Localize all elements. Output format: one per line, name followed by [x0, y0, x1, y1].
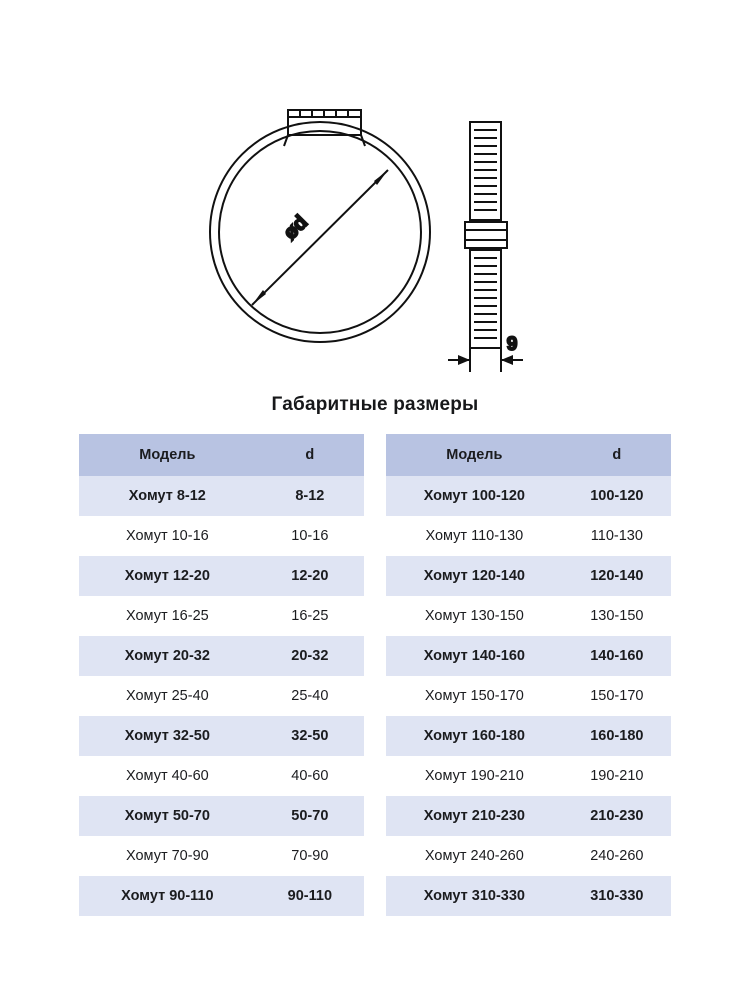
cell-model: Хомут 16-25	[79, 596, 256, 636]
cell-d: 32-50	[256, 716, 364, 756]
cell-model: Хомут 90-110	[79, 876, 256, 916]
cell-d: 10-16	[256, 516, 364, 556]
cell-model: Хомут 120-140	[386, 556, 563, 596]
table-row	[79, 636, 364, 676]
cell-model: Хомут 32-50	[79, 716, 256, 756]
cell-d: 8-12	[256, 476, 364, 516]
table-header-row	[79, 434, 364, 476]
table-row	[79, 516, 364, 556]
cell-model: Хомут 100-120	[386, 476, 563, 516]
table-row	[386, 876, 671, 916]
cell-d: 50-70	[256, 796, 364, 836]
column-header-d: d	[563, 434, 671, 476]
table-row	[79, 796, 364, 836]
table-row	[79, 596, 364, 636]
table-row	[386, 716, 671, 756]
table-row	[386, 556, 671, 596]
table-row	[79, 716, 364, 756]
diameter-dimension	[252, 170, 388, 305]
spec-table-left	[79, 434, 364, 916]
cell-model: Хомут 12-20	[79, 556, 256, 596]
column-header-model: Модель	[79, 434, 256, 476]
diameter-label: ød	[279, 211, 313, 245]
table-row	[79, 876, 364, 916]
table-row	[386, 516, 671, 556]
cell-model: Хомут 50-70	[79, 796, 256, 836]
column-header-d: d	[256, 434, 364, 476]
cell-model: Хомут 20-32	[79, 636, 256, 676]
table-row	[79, 676, 364, 716]
cell-d: 20-32	[256, 636, 364, 676]
page-title: Габаритные размеры	[271, 394, 479, 415]
cell-model: Хомут 10-16	[79, 516, 256, 556]
clamp-side-view	[465, 122, 507, 372]
cell-d: 240-260	[563, 836, 671, 876]
cell-model: Хомут 8-12	[79, 476, 256, 516]
table-row	[79, 476, 364, 516]
table-header-row	[386, 434, 671, 476]
cell-d: 190-210	[563, 756, 671, 796]
cell-d: 16-25	[256, 596, 364, 636]
table-row	[386, 636, 671, 676]
technical-drawing	[0, 0, 750, 390]
spec-table-right	[386, 434, 671, 916]
cell-d: 120-140	[563, 556, 671, 596]
cell-model: Хомут 25-40	[79, 676, 256, 716]
cell-d: 40-60	[256, 756, 364, 796]
clamp-front-view	[210, 110, 430, 342]
cell-model: Хомут 190-210	[386, 756, 563, 796]
cell-d: 150-170	[563, 676, 671, 716]
cell-d: 25-40	[256, 676, 364, 716]
spec-tables	[0, 434, 750, 916]
cell-model: Хомут 310-330	[386, 876, 563, 916]
cell-d: 70-90	[256, 836, 364, 876]
cell-model: Хомут 110-130	[386, 516, 563, 556]
cell-d: 210-230	[563, 796, 671, 836]
column-header-model: Модель	[386, 434, 563, 476]
table-row	[386, 756, 671, 796]
cell-d: 100-120	[563, 476, 671, 516]
cell-model: Хомут 140-160	[386, 636, 563, 676]
table-row	[386, 836, 671, 876]
width-label: 9	[506, 334, 518, 355]
cell-model: Хомут 240-260	[386, 836, 563, 876]
table-row	[79, 836, 364, 876]
cell-d: 90-110	[256, 876, 364, 916]
cell-model: Хомут 160-180	[386, 716, 563, 756]
cell-d: 310-330	[563, 876, 671, 916]
cell-model: Хомут 130-150	[386, 596, 563, 636]
table-row	[386, 676, 671, 716]
table-row	[386, 596, 671, 636]
cell-d: 12-20	[256, 556, 364, 596]
width-dimension	[448, 355, 523, 365]
table-row	[386, 796, 671, 836]
cell-d: 140-160	[563, 636, 671, 676]
cell-d: 110-130	[563, 516, 671, 556]
cell-model: Хомут 70-90	[79, 836, 256, 876]
cell-model: Хомут 210-230	[386, 796, 563, 836]
cell-model: Хомут 40-60	[79, 756, 256, 796]
table-row	[386, 476, 671, 516]
cell-d: 160-180	[563, 716, 671, 756]
table-row	[79, 756, 364, 796]
cell-d: 130-150	[563, 596, 671, 636]
table-row	[79, 556, 364, 596]
cell-model: Хомут 150-170	[386, 676, 563, 716]
